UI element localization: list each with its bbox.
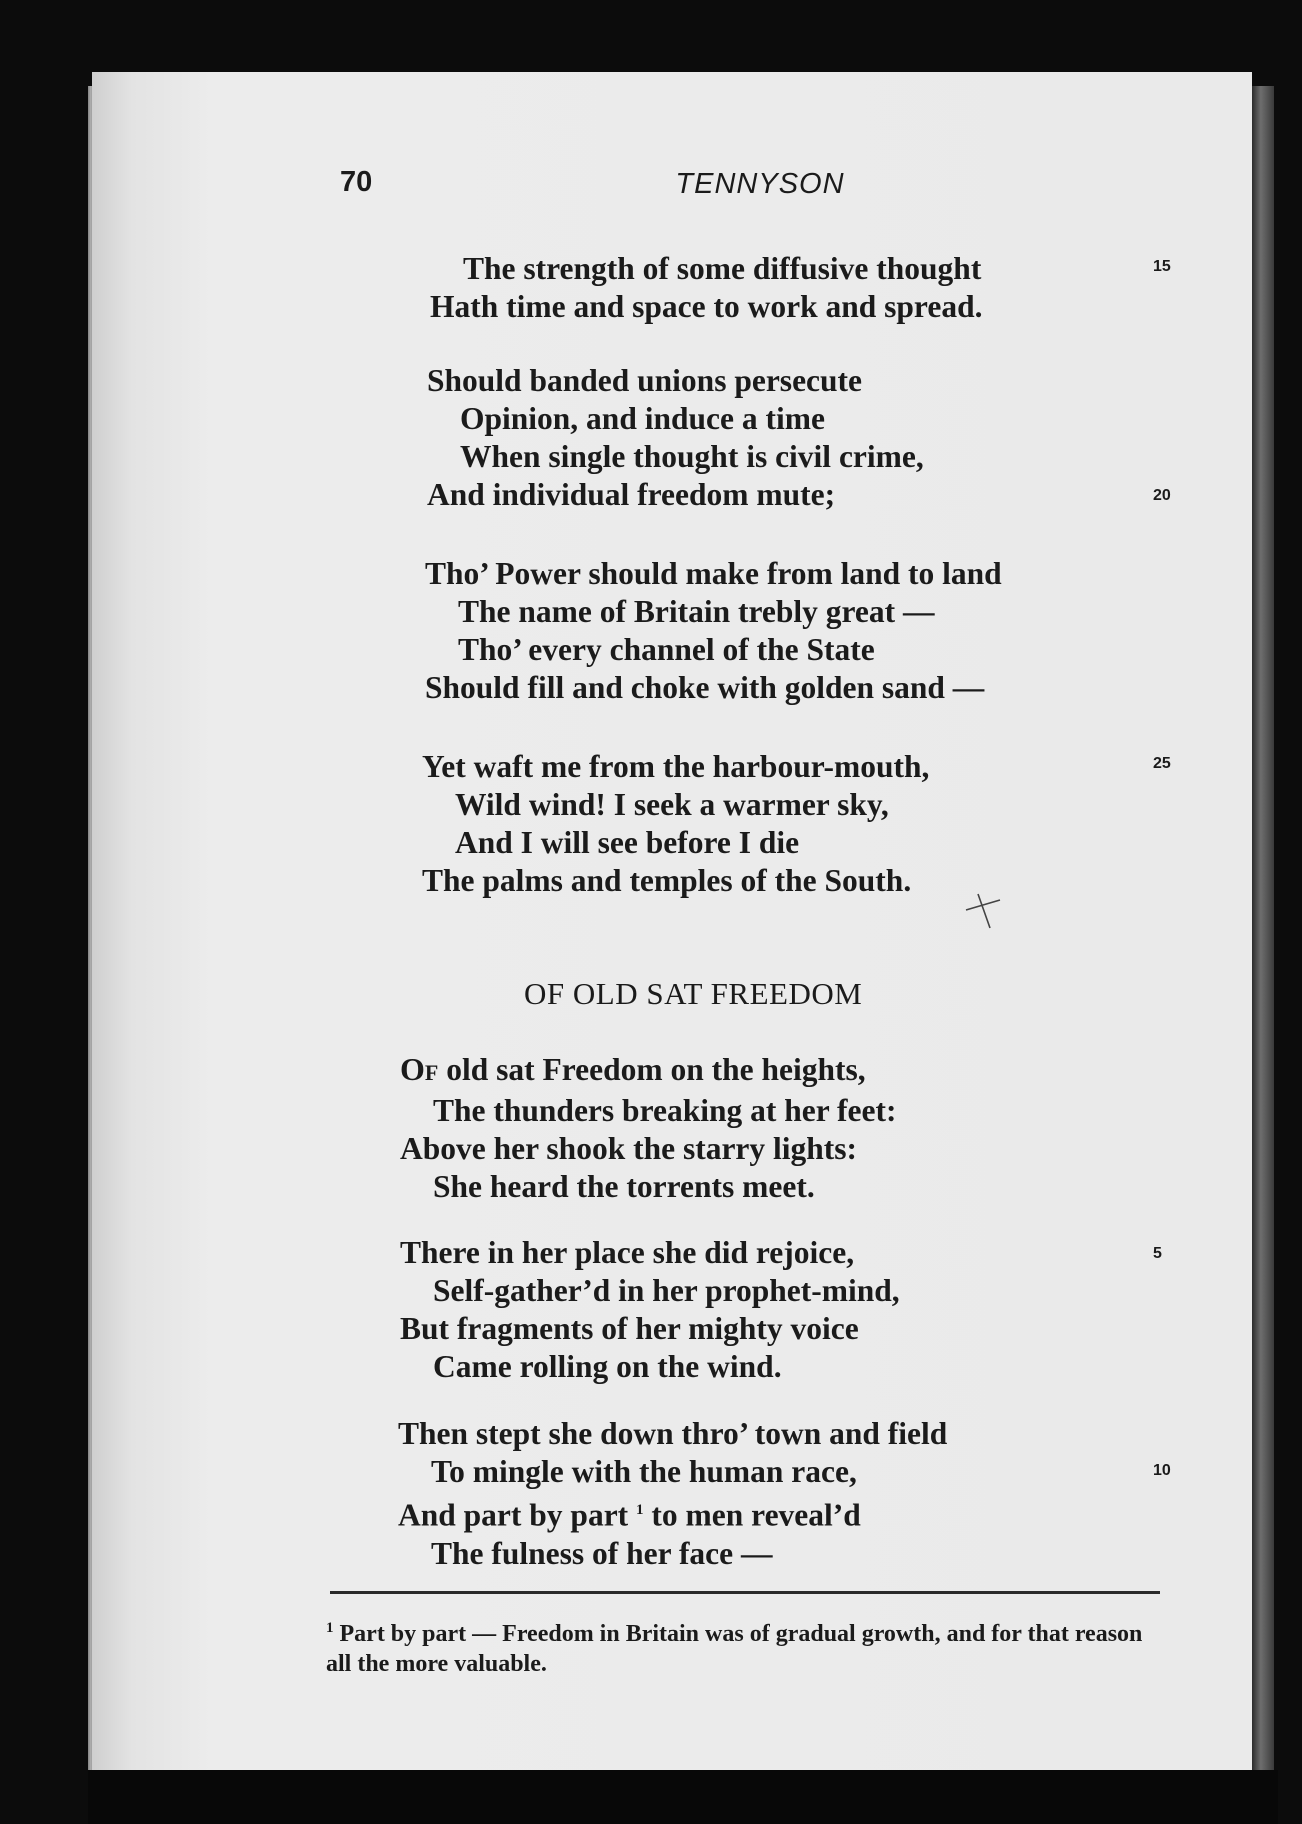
verse-line: Opinion, and induce a time <box>460 401 825 436</box>
verse-line: She heard the torrents meet. <box>433 1169 815 1204</box>
verse-text: And part by part <box>398 1497 637 1533</box>
footnote-lemma: Part by part <box>339 1621 467 1647</box>
verse-line: Tho’ every channel of the State <box>458 632 875 667</box>
verse-line: The name of Britain trebly great — <box>458 594 935 629</box>
running-title: TENNYSON <box>675 168 845 200</box>
verse-line: Tho’ Power should make from land to land <box>425 556 1002 591</box>
verse-line: And I will see before I die <box>455 825 800 860</box>
stanza-4 <box>422 748 929 900</box>
verse-line: Above her shook the starry lights: <box>400 1131 858 1166</box>
page-number: 70 <box>340 166 373 198</box>
verse-line: Should banded unions persecute <box>427 363 863 398</box>
verse-line: To mingle with the human race, <box>431 1454 857 1489</box>
initial-small-cap: F <box>424 1060 439 1085</box>
page-edge-right <box>1252 86 1274 1776</box>
verse-line: Self-gather’d in her prophet-mind, <box>433 1273 900 1308</box>
verse-line: The fulness of her face — <box>431 1535 773 1571</box>
verse-line: Should fill and choke with golden sand — <box>425 670 985 705</box>
line-number: 20 <box>1153 487 1171 504</box>
footnote-reference: 1 <box>636 1502 644 1518</box>
line-number: 10 <box>1153 1462 1171 1479</box>
initial-capital: O <box>400 1051 425 1087</box>
verse-line: The thunders breaking at her feet: <box>433 1093 897 1128</box>
verse-line: But fragments of her mighty voice <box>400 1311 859 1346</box>
verse-line: The strength of some diffusive thought <box>463 251 982 286</box>
bottom-shadow <box>88 1770 1278 1824</box>
poem-stanza-1 <box>400 1050 896 1206</box>
footnote <box>326 1613 1166 1679</box>
line-number: 5 <box>1153 1245 1162 1262</box>
verse-text: to men reveal’d <box>643 1497 861 1533</box>
footnote-text: — Freedom in Britain was of gradual growth, and for that reason all the more valuable. <box>326 1621 1143 1677</box>
verse-line: The palms and temples of the South. <box>422 863 912 898</box>
verse-line: Wild wind! I seek a warmer sky, <box>455 787 889 822</box>
footnote-marker: 1 <box>326 1620 334 1636</box>
first-line-rest: old sat Freedom on the heights, <box>438 1052 866 1087</box>
verse-line <box>400 1050 896 1092</box>
verse-line: And individual freedom mute; <box>427 477 836 512</box>
line-number: 25 <box>1153 755 1171 772</box>
verse-line: Then stept she down thro’ town and field <box>398 1416 948 1451</box>
poem-stanza-3 <box>398 1415 947 1573</box>
verse-line: Came rolling on the wind. <box>433 1349 782 1384</box>
pencil-cross-mark <box>960 880 1020 940</box>
poem-title: OF OLD SAT FREEDOM <box>524 976 863 1011</box>
stanza-3 <box>425 555 1002 707</box>
verse-line: Yet waft me from the harbour-mouth, <box>422 749 930 784</box>
stanza-1 <box>430 250 982 326</box>
verse-line <box>398 1491 947 1535</box>
verse-line: There in her place she did rejoice, <box>400 1235 855 1270</box>
verse-line: Hath time and space to work and spread. <box>430 289 983 324</box>
poem-stanza-2 <box>400 1234 900 1386</box>
stanza-2 <box>427 362 924 514</box>
verse-line: When single thought is civil crime, <box>460 439 924 474</box>
line-number: 15 <box>1153 258 1171 275</box>
footnote-rule <box>330 1591 1160 1594</box>
